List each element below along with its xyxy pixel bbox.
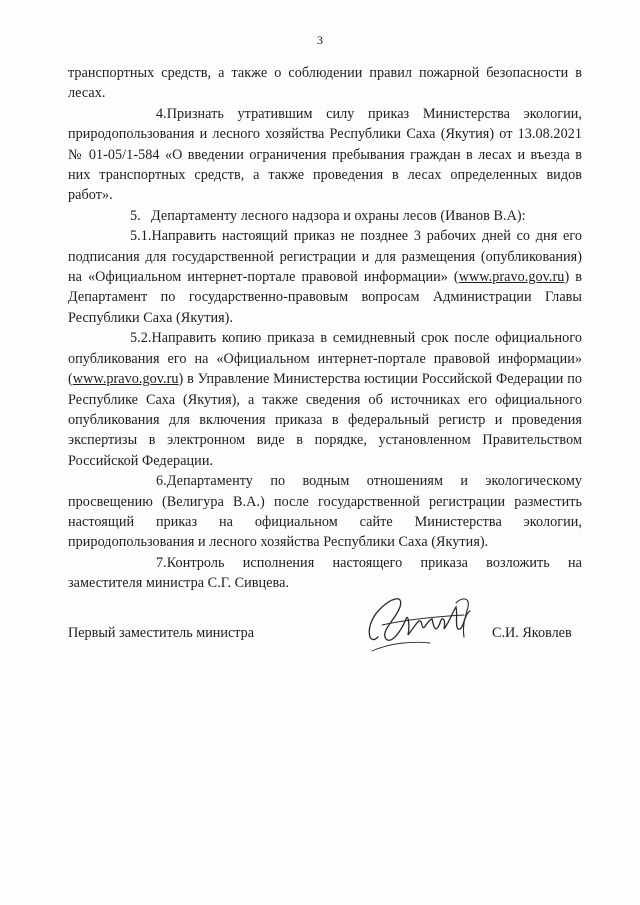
paragraph-6 xyxy=(68,471,582,553)
paragraph-4 xyxy=(68,104,582,206)
paragraph-5-1 xyxy=(68,226,582,328)
paragraph-5-1-number: 5.1. xyxy=(130,228,152,245)
page-number: 3 xyxy=(317,33,323,47)
signatory-role: Первый заместитель министра xyxy=(68,625,255,641)
pravo-link-5-2[interactable]: www.pravo.gov.ru xyxy=(72,371,179,388)
paragraph-5-1-text-b: ) в Департамент по государственно-правовым вопросам Администрации Главы Республики Саха (Якутия). xyxy=(68,269,582,326)
paragraph-5 xyxy=(68,206,582,226)
paragraph-4-text: Признать утратившим силу приказ Министерства экологии, природопользования и лесного хозяйства Республики Саха (Якутия) от 13.08.2021 № 01-05/1-584 «О введении ограничения пребывания граждан в лесах и въезда в них транспортных средств, а также проведения в лесах определенных видов работ». xyxy=(68,105,582,204)
paragraph-intro-text: транспортных средств, а также о соблюдении правил пожарной безопасности в лесах. xyxy=(68,65,582,102)
paragraph-7-text: Контроль исполнения настоящего приказа возложить на заместителя министра С.Г. Сивцева. xyxy=(68,554,582,592)
paragraph-intro xyxy=(68,63,582,104)
paragraph-7-number: 7. xyxy=(156,554,167,571)
document-body xyxy=(68,63,582,594)
paragraph-6-text: Департаменту по водным отношениям и экологическому просвещению (Велигура В.А.) после государственной регистрации разместить настоящий приказ на официальном сайте Министерства экологии, природопользования и лесного хозяйства Республики Саха (Якутия). xyxy=(68,473,582,551)
paragraph-5-2-text-a: Направить копию приказа в семидневный срок после официального опубликования его на «Официальном интернет-портале правовой информации» ( xyxy=(68,330,582,388)
pravo-link-5-1[interactable]: www.pravo.gov.ru xyxy=(458,269,565,286)
signatory-name: С.И. Яковлев xyxy=(492,625,572,641)
paragraph-5-number: 5. xyxy=(130,207,141,224)
paragraph-5-text: Департаменту лесного надзора и охраны лесов (Иванов В.А): xyxy=(151,207,526,224)
paragraph-5-2-number: 5.2. xyxy=(130,330,152,347)
paragraph-5-2-text-b: ) в Управление Министерства юстиции Российской Федерации по Республике Саха (Якутия), а также сведения об источниках его официального опубликования для включения приказа в федеральный регистр и проведения экспертизы в электронном виде в порядке, установленном Правительством Российской Федерации. xyxy=(68,371,582,469)
handwritten-signature xyxy=(360,585,490,660)
paragraph-5-2 xyxy=(68,328,582,471)
paragraph-7 xyxy=(68,553,582,594)
signature-block xyxy=(68,625,582,665)
paragraph-4-number: 4. xyxy=(156,105,167,122)
paragraph-5-1-text-a: Направить настоящий приказ не позднее 3 рабочих дней со дня его подписания для государственной регистрации и для размещения (опубликования) на «Официальном интернет-портале правовой информации» ( xyxy=(68,228,582,286)
paragraph-6-number: 6. xyxy=(156,473,167,490)
